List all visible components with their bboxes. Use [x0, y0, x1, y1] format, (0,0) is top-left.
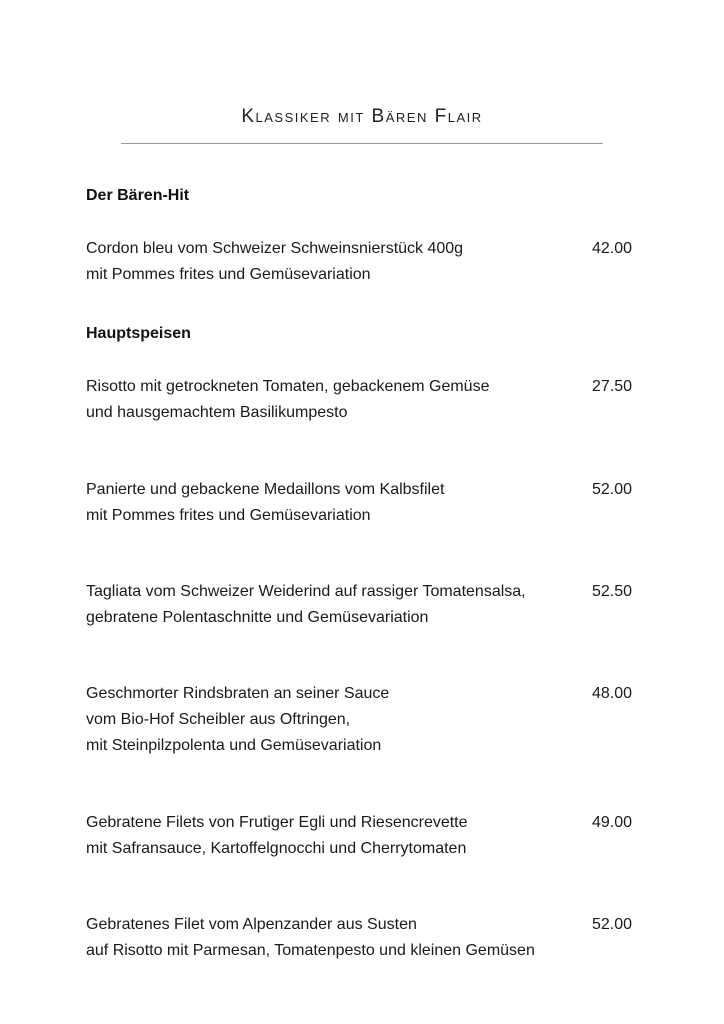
title-divider [121, 143, 603, 144]
menu-item [86, 810, 632, 862]
menu-item-line: mit Steinpilzpolenta und Gemüsevariation [86, 737, 382, 754]
menu-item-line: Panierte und gebackene Medaillons vom Kalbsfilet [86, 481, 445, 498]
menu-item [86, 236, 632, 288]
menu-item-description [86, 477, 632, 529]
menu-item-description [86, 681, 632, 759]
menu-item-description [86, 374, 632, 426]
menu-item-description [86, 912, 632, 964]
menu-item-line: Risotto mit getrockneten Tomaten, gebackenem Gemüse [86, 378, 490, 395]
menu-item-price: 52.00 [591, 916, 632, 933]
menu-item [86, 374, 632, 426]
menu-item-line: und hausgemachtem Basilikumpesto [86, 404, 348, 421]
menu-item-price: 49.00 [591, 814, 632, 831]
menu-item-line: mit Safransauce, Kartoffelgnocchi und Cherrytomaten [86, 840, 467, 857]
menu-item-description [86, 579, 632, 631]
menu-item-line: Cordon bleu vom Schweizer Schweinsnierstück 400g [86, 240, 464, 257]
page-title: Klassiker mit Bären Flair [241, 106, 483, 127]
menu-item-line: gebratene Polentaschnitte und Gemüsevariation [86, 609, 429, 626]
menu-item-line: mit Pommes frites und Gemüsevariation [86, 266, 371, 283]
menu-item-line: auf Risotto mit Parmesan, Tomatenpesto und kleinen Gemüsen [86, 942, 535, 959]
section-heading-hauptspeisen: Hauptspeisen [86, 325, 191, 342]
menu-item-line: Tagliata vom Schweizer Weiderind auf rassiger Tomatensalsa, [86, 583, 526, 600]
menu-item-description [86, 810, 632, 862]
menu-item-price: 27.50 [591, 378, 632, 395]
menu-item-line: Gebratenes Filet vom Alpenzander aus Susten [86, 916, 417, 933]
menu-item-line: vom Bio-Hof Scheibler aus Oftringen, [86, 711, 351, 728]
menu-item-price: 42.00 [591, 240, 632, 257]
menu-item-description [86, 236, 632, 288]
menu-item [86, 477, 632, 529]
menu-item [86, 912, 632, 964]
menu-item [86, 681, 632, 759]
menu-item [86, 579, 632, 631]
section-heading-baeren-hit: Der Bären-Hit [86, 187, 190, 204]
menu-item-price: 52.00 [591, 481, 632, 498]
menu-item-price: 48.00 [591, 685, 632, 702]
menu-item-line: Gebratene Filets von Frutiger Egli und Riesencrevette [86, 814, 468, 831]
menu-item-line: mit Pommes frites und Gemüsevariation [86, 507, 371, 524]
menu-item-price: 52.50 [591, 583, 632, 600]
menu-item-line: Geschmorter Rindsbraten an seiner Sauce [86, 685, 390, 702]
